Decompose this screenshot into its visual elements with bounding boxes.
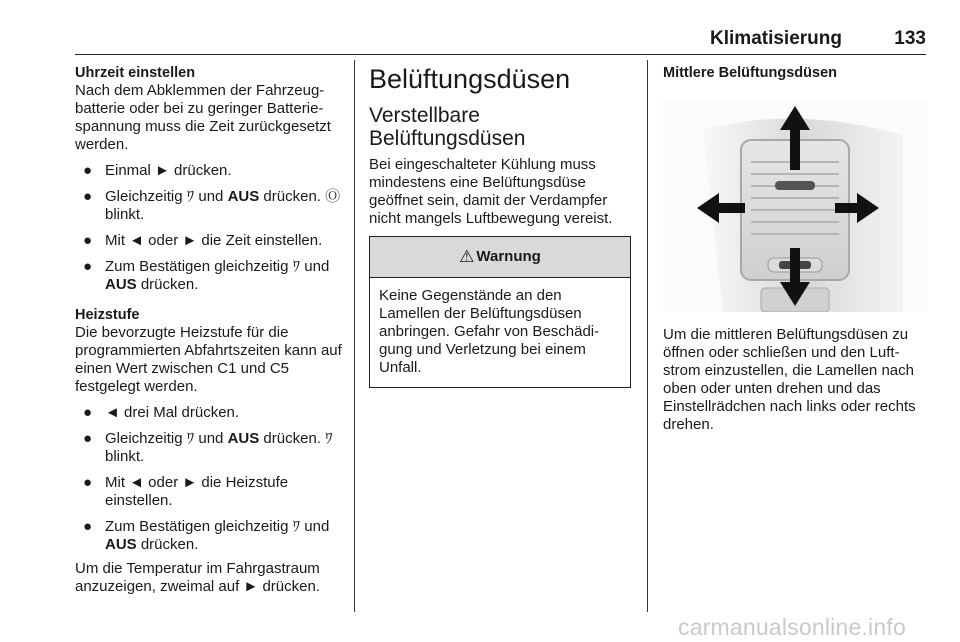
step-key-label: AUS bbox=[227, 430, 260, 447]
column-3 bbox=[663, 64, 929, 434]
header-rule bbox=[75, 54, 926, 55]
column-divider-2 bbox=[647, 60, 648, 612]
heizstufe-step bbox=[75, 474, 347, 510]
section-subtitle: Verstellbare Belüftungsdüsen bbox=[369, 104, 526, 150]
step-key-label: AUS bbox=[105, 536, 137, 553]
uhrzeit-steps bbox=[75, 162, 347, 294]
heizstufe-intro: Die bevorzugte Heizstufe für die programmierten Abfahrtszeiten kann auf einen Wert zwischen C1 und C5 festgelegt werden. bbox=[75, 324, 342, 395]
heading-mittlere: Mittlere Belüftungsdüsen bbox=[663, 65, 838, 81]
bullet-icon: ● bbox=[83, 188, 93, 205]
step-text-tail: drücken. bbox=[136, 536, 199, 553]
bullet-icon: ● bbox=[83, 474, 93, 491]
step-text: ◄ drei Mal drücken. bbox=[105, 404, 240, 421]
uhrzeit-step bbox=[75, 258, 347, 294]
warning-header bbox=[370, 237, 630, 278]
warning-text: Keine Gegenstände an den Lamellen der Belüftungsdüsen anbringen. Gefahr von Beschädigung und Verletzung bei einem Unfall. bbox=[379, 287, 600, 376]
step-text-tail: drücken. bbox=[136, 276, 199, 293]
uhrzeit-step bbox=[75, 232, 347, 250]
heading-heizstufe: Heizstufe bbox=[75, 307, 140, 323]
column-1 bbox=[75, 64, 347, 596]
bullet-icon: ● bbox=[83, 518, 93, 535]
step-text: Zum Bestätigen gleichzeitig ﾜ und bbox=[105, 518, 330, 535]
step-text: Zum Bestätigen gleichzeitig ﾜ und bbox=[105, 258, 330, 275]
bullet-icon: ● bbox=[83, 232, 93, 249]
step-text: Mit ◄ oder ► die Zeit einstellen. bbox=[105, 232, 323, 249]
chapter-title: Klimatisierung bbox=[710, 28, 842, 49]
uhrzeit-step bbox=[75, 188, 347, 224]
watermark: carmanualsonline.info bbox=[678, 614, 906, 640]
step-text: Gleichzeitig ﾜ und bbox=[105, 430, 228, 447]
step-text-tail: drücken. Ⓞ blinkt. bbox=[105, 188, 341, 223]
bullet-icon: ● bbox=[83, 162, 93, 179]
step-text: Mit ◄ oder ► die Heizstufe einstellen. bbox=[105, 474, 289, 509]
page-number: 133 bbox=[894, 28, 926, 49]
heizstufe-steps bbox=[75, 404, 347, 554]
step-text-tail: drücken. ﾜ blinkt. bbox=[105, 430, 333, 465]
bullet-icon: ● bbox=[83, 404, 93, 421]
step-text: Einmal ► drücken. bbox=[105, 162, 232, 179]
closing-text: Um die Temperatur im Fahrgastraum anzuzeigen, zweimal auf ► drücken. bbox=[75, 560, 320, 595]
step-text: Gleichzeitig ﾜ und bbox=[105, 188, 228, 205]
bullet-icon: ● bbox=[83, 258, 93, 275]
vent-caption: Um die mittleren Belüftungsdüsen zu öffnen oder schließen und den Luftstrom einzustellen, die Lamellen nach oben oder unten drehen und das Einstellrädchen nach links oder rechts drehen. bbox=[663, 326, 916, 433]
heading-uhrzeit: Uhrzeit einstellen bbox=[75, 65, 196, 81]
column-divider-1 bbox=[354, 60, 355, 612]
vent-illustration bbox=[663, 100, 927, 312]
uhrzeit-step bbox=[75, 162, 347, 180]
uhrzeit-intro: Nach dem Abklemmen der Fahrzeugbatterie oder bei zu geringer Batteriespannung muss die Zeit zurückgesetzt werden. bbox=[75, 82, 331, 153]
column-2 bbox=[369, 64, 633, 388]
heizstufe-step bbox=[75, 518, 347, 554]
vent-diagram bbox=[663, 100, 927, 312]
page-header bbox=[75, 28, 926, 52]
bullet-icon: ● bbox=[83, 430, 93, 447]
warning-icon: ⚠ bbox=[459, 247, 475, 266]
warning-box bbox=[369, 236, 631, 388]
warning-label: Warnung bbox=[476, 248, 541, 265]
louvre-tab bbox=[775, 181, 815, 190]
heizstufe-step bbox=[75, 430, 347, 466]
step-key-label: AUS bbox=[105, 276, 137, 293]
section-title: Belüftungsdüsen bbox=[369, 64, 571, 94]
ventilation-intro: Bei eingeschalteter Kühlung muss mindestens eine Belüftungsdüse geöffnet sein, damit der Verdampfer nicht mangels Luftbewegung vereist. bbox=[369, 156, 613, 227]
heizstufe-step bbox=[75, 404, 347, 422]
step-key-label: AUS bbox=[227, 188, 260, 205]
